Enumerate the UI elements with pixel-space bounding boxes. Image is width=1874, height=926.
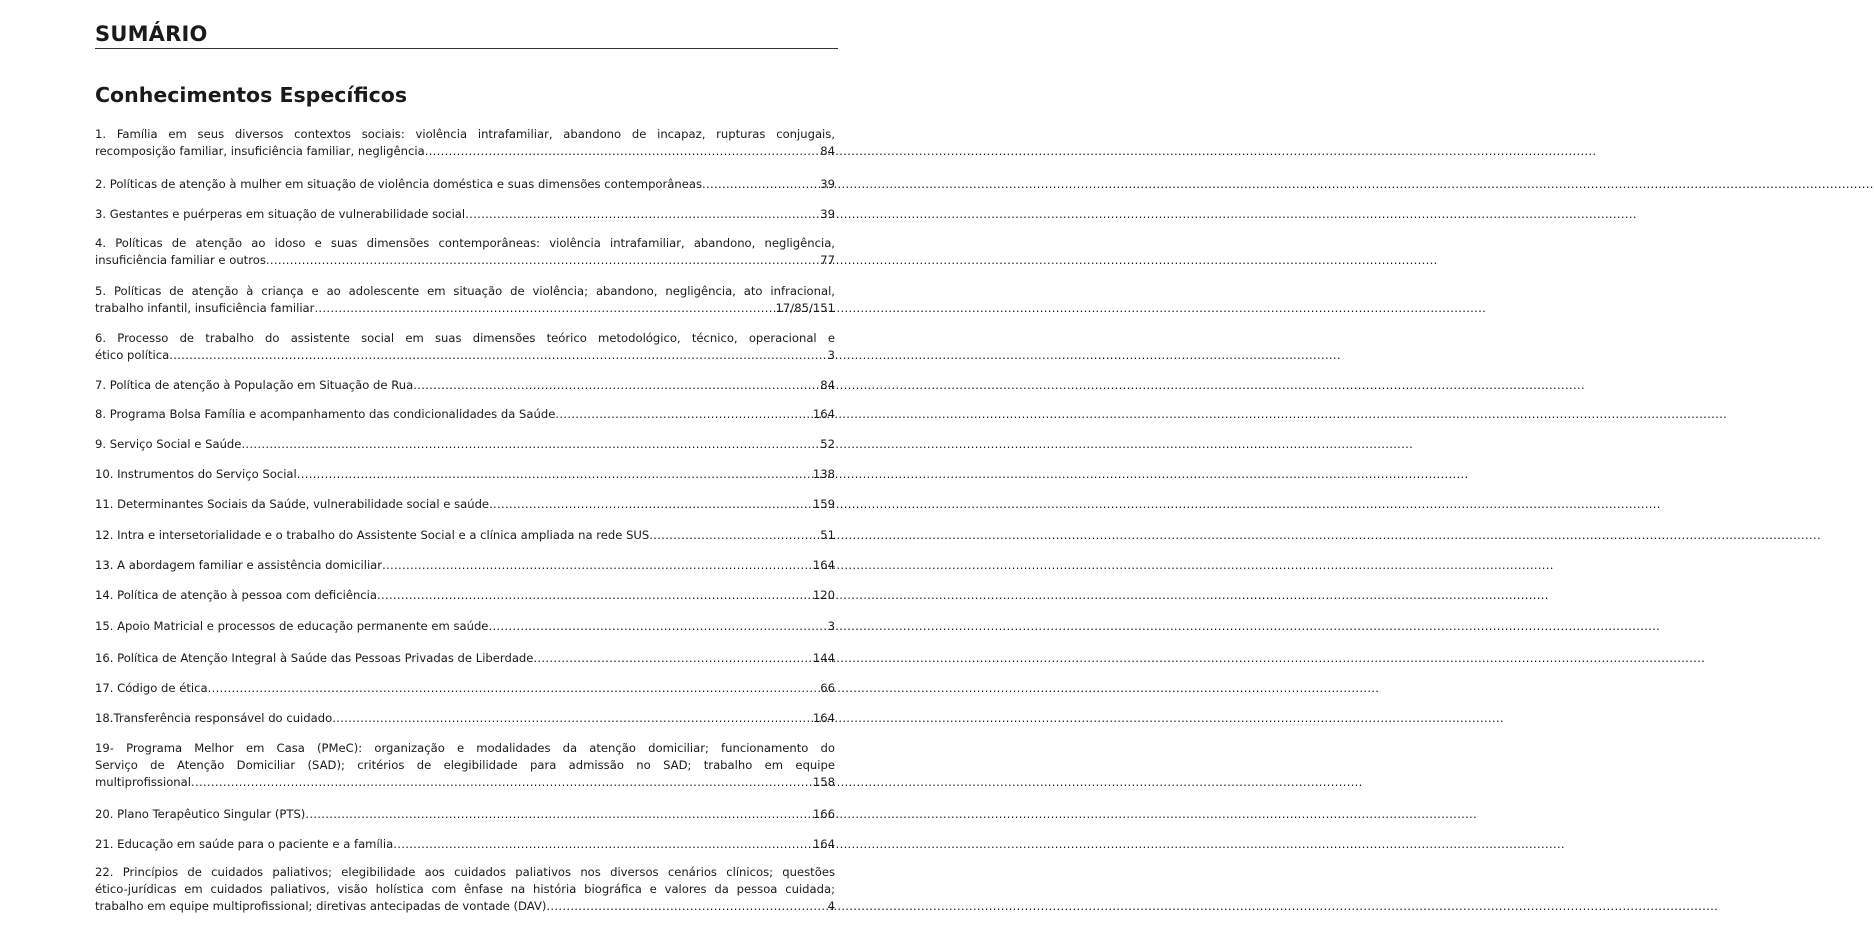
toc-entry — [95, 330, 835, 364]
toc-entry-last-line — [95, 527, 835, 544]
toc-page-number: 4 — [827, 899, 835, 913]
toc-entry — [95, 836, 835, 853]
toc-entry — [95, 710, 835, 727]
toc-entry — [95, 680, 835, 697]
toc-entry-last-line — [95, 836, 835, 853]
toc-entry-last-line — [95, 300, 835, 317]
toc-page-number: 39 — [820, 207, 835, 221]
toc-entry-text: 2. Políticas de atenção à mulher em situação de violência doméstica e suas dimensões contemporâneas — [95, 177, 703, 191]
toc-entry-text: trabalho em equipe multiprofissional; diretivas antecipadas de vontade (DAV) — [95, 899, 547, 913]
dot-leader — [425, 143, 820, 160]
dot-leader — [332, 710, 812, 727]
toc-entry-line: 5. Políticas de atenção à criança e ao adolescente em situação de violência; abandono, negligência, ato infracional, — [95, 284, 835, 298]
dot-leader — [305, 806, 812, 823]
dot-leader — [208, 680, 820, 697]
toc-page-number: 77 — [820, 253, 835, 267]
toc-page-number: 120 — [812, 588, 835, 602]
toc-entry-last-line — [95, 436, 835, 453]
toc-entry-text: 13. A abordagem familiar e assistência domiciliar — [95, 558, 383, 572]
toc-page-number: 158 — [812, 775, 835, 789]
toc-entry — [95, 235, 835, 269]
toc-entry-text: 20. Plano Terapêutico Singular (PTS) — [95, 807, 306, 821]
toc-entry-text: 7. Política de atenção à População em Situação de Rua — [95, 378, 414, 392]
toc-entry-last-line — [95, 252, 835, 269]
toc-page-number: 66 — [820, 681, 835, 695]
toc-page-number: 52 — [820, 437, 835, 451]
toc-entry-text: 8. Programa Bolsa Família e acompanhamento das condicionalidades da Saúde — [95, 407, 556, 421]
toc-entry-line: 19- Programa Melhor em Casa (PMeC): organização e modalidades da atenção domiciliar; funcionamento do — [95, 741, 835, 755]
toc-entry — [95, 618, 835, 635]
toc-page-number: 164 — [812, 837, 835, 851]
toc-entry-line: Serviço de Atenção Domiciliar (SAD); critérios de elegibilidade para admissão no SAD; trabalho em equipe — [95, 758, 835, 772]
toc-entry-text: 21. Educação em saúde para o paciente e a família — [95, 837, 394, 851]
dot-leader — [377, 587, 812, 604]
toc-entry-last-line — [95, 806, 835, 823]
dot-leader — [533, 650, 811, 667]
toc-entry-text: 18.Transferência responsável do cuidado — [95, 711, 333, 725]
toc-entry-text: ético política — [95, 348, 170, 362]
toc-entry-last-line — [95, 650, 835, 667]
toc-entry-text: insuficiência familiar e outros — [95, 253, 266, 267]
toc-entry — [95, 740, 835, 791]
toc-page-number: 164 — [812, 407, 835, 421]
toc-entry-text: 17. Código de ética — [95, 681, 208, 695]
toc-entry — [95, 806, 835, 823]
toc-entry-text: 3. Gestantes e puérperas em situação de vulnerabilidade social — [95, 207, 466, 221]
dot-leader — [702, 176, 819, 193]
toc-entry-text: 12. Intra e intersetorialidade e o trabalho do Assistente Social e a clínica ampliada na rede SUS — [95, 528, 650, 542]
toc-page-number: 138 — [812, 467, 835, 481]
page-title: SUMÁRIO — [95, 22, 208, 46]
toc-entry-last-line — [95, 377, 835, 394]
dot-leader — [297, 466, 812, 483]
toc-page-number: 3 — [827, 348, 835, 362]
toc-page-number: 84 — [820, 144, 835, 158]
dot-leader — [555, 406, 812, 423]
toc-entry-last-line — [95, 898, 835, 915]
toc-page-number: 17/85/151 — [775, 301, 835, 315]
dot-leader — [382, 557, 812, 574]
toc-page-number: 164 — [812, 558, 835, 572]
toc-entry — [95, 557, 835, 574]
toc-entry-line: ético-jurídicas em cuidados paliativos, visão holística com ênfase na história biográfica e valores da pessoa cuidada; — [95, 882, 835, 896]
toc-entry — [95, 466, 835, 483]
toc-page-number: 164 — [812, 711, 835, 725]
page-header — [95, 22, 838, 49]
toc-page-number: 3 — [827, 619, 835, 633]
toc-entry-text: multiprofissional — [95, 775, 191, 789]
toc-entry-text: 9. Serviço Social e Saúde — [95, 437, 242, 451]
toc-page-number: 159 — [812, 497, 835, 511]
toc-entry-last-line — [95, 176, 835, 193]
dot-leader — [546, 898, 826, 915]
toc-entry-last-line — [95, 206, 835, 223]
toc-entry — [95, 206, 835, 223]
toc-entry — [95, 176, 835, 193]
toc-entry-line: 4. Políticas de atenção ao idoso e suas dimensões contemporâneas: violência intrafamiliar, abandono, negligência, — [95, 236, 835, 250]
toc-entry-line: 6. Processo de trabalho do assistente social em suas dimensões teórico metodológico, técnico, operacional e — [95, 331, 835, 345]
toc-entry — [95, 587, 835, 604]
toc-entry-text: 15. Apoio Matricial e processos de educação permanente em saúde — [95, 619, 489, 633]
toc-page-number: 51 — [820, 528, 835, 542]
toc-entry-text: trabalho infantil, insuficiência familiar — [95, 301, 315, 315]
dot-leader — [241, 436, 819, 453]
toc-page-number: 144 — [812, 651, 835, 665]
dot-leader — [649, 527, 819, 544]
toc-entry-text: 14. Política de atenção à pessoa com deficiência — [95, 588, 377, 602]
toc-entry-last-line — [95, 557, 835, 574]
toc-entry-last-line — [95, 406, 835, 423]
toc-entry-text: 16. Política de Atenção Integral à Saúde das Pessoas Privadas de Liberdade — [95, 651, 534, 665]
toc-entry-last-line — [95, 143, 835, 160]
toc-entry — [95, 377, 835, 394]
toc-entry-text: recomposição familiar, insuficiência familiar, negligência — [95, 144, 425, 158]
dot-leader — [413, 377, 819, 394]
toc-page-number: 84 — [820, 378, 835, 392]
toc-entry — [95, 406, 835, 423]
toc-entry — [95, 436, 835, 453]
dot-leader — [393, 836, 812, 853]
toc-entry-last-line — [95, 618, 835, 635]
toc-entry — [95, 650, 835, 667]
toc-entry — [95, 864, 835, 915]
toc-entry-last-line — [95, 347, 835, 364]
toc-page-number: 166 — [812, 807, 835, 821]
toc-page-number: 39 — [820, 177, 835, 191]
dot-leader — [314, 300, 774, 317]
dot-leader — [191, 774, 812, 791]
dot-leader — [489, 496, 812, 513]
toc-entry-last-line — [95, 466, 835, 483]
toc-entry-last-line — [95, 496, 835, 513]
toc-entry-last-line — [95, 680, 835, 697]
toc-entry-line: 22. Princípios de cuidados paliativos; elegibilidade aos cuidados paliativos nos diversos cenários clínicos; questões — [95, 865, 835, 879]
toc-entry-last-line — [95, 774, 835, 791]
toc-entry-last-line — [95, 710, 835, 727]
toc-entry-text: 11. Determinantes Sociais da Saúde, vulnerabilidade social e saúde — [95, 497, 490, 511]
section-title: Conhecimentos Específicos — [95, 83, 408, 107]
toc-entry — [95, 126, 835, 160]
dot-leader — [488, 618, 826, 635]
toc-entry — [95, 283, 835, 317]
dot-leader — [169, 347, 826, 364]
dot-leader — [465, 206, 819, 223]
toc-entry — [95, 496, 835, 513]
toc-entry — [95, 527, 835, 544]
toc-entry-text: 10. Instrumentos do Serviço Social — [95, 467, 297, 481]
toc-entry-line: 1. Família em seus diversos contextos sociais: violência intrafamiliar, abandono de incapaz, rupturas conjugais, — [95, 127, 835, 141]
dot-leader — [266, 252, 819, 269]
toc-entry-last-line — [95, 587, 835, 604]
